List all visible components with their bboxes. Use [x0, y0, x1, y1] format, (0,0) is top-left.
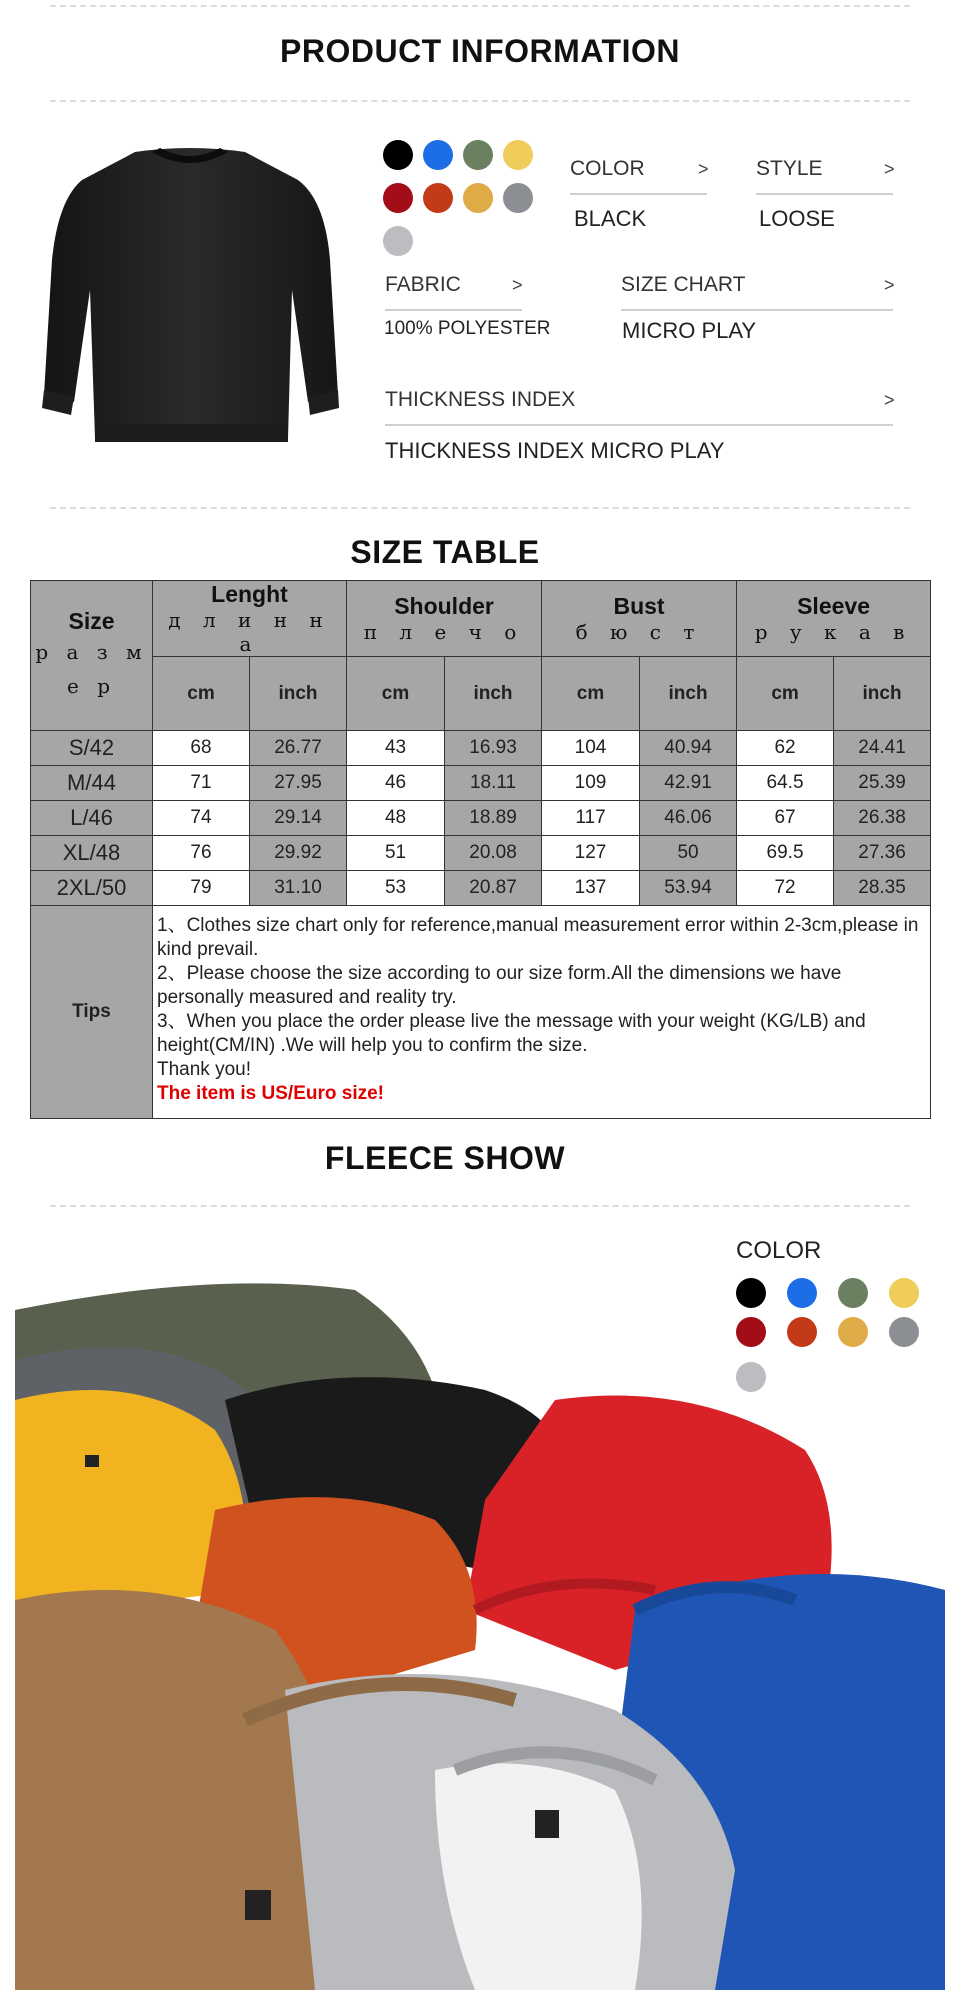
- measurement-cell: 64.5: [737, 766, 834, 801]
- measurement-cell: 20.87: [445, 871, 542, 906]
- measurement-cell: 46.06: [640, 801, 737, 836]
- color-value: BLACK: [574, 206, 647, 231]
- table-row: [31, 836, 931, 871]
- measurement-cell: 72: [737, 871, 834, 906]
- style-value: LOOSE: [759, 206, 835, 231]
- thickness-value: THICKNESS INDEX MICRO PLAY: [385, 438, 725, 463]
- chevron-right-icon: >: [884, 275, 895, 295]
- measurement-cell: 71: [153, 766, 250, 801]
- measurement-cell: 27.95: [250, 766, 347, 801]
- unit-cm: cm: [153, 657, 250, 731]
- fabric-value: 100% POLYESTER: [384, 318, 551, 339]
- color-swatch-green[interactable]: [838, 1278, 868, 1308]
- table-row: [31, 801, 931, 836]
- color-swatch-dark-gray[interactable]: [889, 1317, 919, 1347]
- divider: [50, 100, 910, 102]
- size-header-cell: [31, 581, 153, 731]
- measurement-cell: 46: [347, 766, 445, 801]
- black-sweatshirt-image: [40, 140, 340, 470]
- measurement-cell: 27.36: [834, 836, 931, 871]
- measurement-cell: 67: [737, 801, 834, 836]
- unit-inch: inch: [640, 657, 737, 731]
- measurement-cell: 26.77: [250, 731, 347, 766]
- table-row: [31, 871, 931, 906]
- measurement-cell: 62: [737, 731, 834, 766]
- fleece-colors-illustration: [15, 1250, 945, 1990]
- chevron-right-icon: >: [698, 159, 709, 179]
- measurement-cell: 53: [347, 871, 445, 906]
- measurement-cell: 43: [347, 731, 445, 766]
- color-swatch-red[interactable]: [736, 1317, 766, 1347]
- size-table: [30, 580, 930, 1119]
- tip-line: 3、When you place the order please live the message with your weight (KG/LB) and height(CM/IN) .We will help you to confirm the size.: [157, 1011, 866, 1056]
- unit-cm: cm: [737, 657, 834, 731]
- measurement-cell: 68: [153, 731, 250, 766]
- bust-header: Bust б ю с т: [542, 581, 737, 657]
- measurement-cell: 42.91: [640, 766, 737, 801]
- measurement-cell: 20.08: [445, 836, 542, 871]
- measurement-cell: 51: [347, 836, 445, 871]
- measurement-cell: 28.35: [834, 871, 931, 906]
- tip-line: Thank you!: [157, 1059, 251, 1080]
- measurement-cell: 29.92: [250, 836, 347, 871]
- measurement-cell: 137: [542, 871, 640, 906]
- measurement-cell: 31.10: [250, 871, 347, 906]
- color-swatch-orange[interactable]: [787, 1317, 817, 1347]
- size-table-title: SIZE TABLE: [350, 534, 540, 570]
- unit-inch: inch: [250, 657, 347, 731]
- tip-line: 1、Clothes size chart only for reference,manual measurement error within 2-3cm,please in kind prevail.: [157, 915, 919, 960]
- color-swatch-blue[interactable]: [787, 1278, 817, 1308]
- measurement-cell: 104: [542, 731, 640, 766]
- measurement-cell: 18.89: [445, 801, 542, 836]
- measurement-cell: 29.14: [250, 801, 347, 836]
- color-swatch-green[interactable]: [463, 140, 493, 170]
- fleece-show-title: FLEECE SHOW: [324, 1140, 566, 1176]
- measurement-cell: 18.11: [445, 766, 542, 801]
- size-chart-value: MICRO PLAY: [622, 318, 757, 343]
- tips-label: Tips: [31, 906, 153, 1119]
- style-label: STYLE: [756, 157, 823, 180]
- size-cell: M/44: [31, 766, 153, 801]
- chevron-right-icon: >: [884, 159, 895, 179]
- color-swatch-red[interactable]: [383, 183, 413, 213]
- measurement-cell: 50: [640, 836, 737, 871]
- underline: [570, 193, 707, 195]
- color-swatch-yellow[interactable]: [889, 1278, 919, 1308]
- tips-cell: [153, 906, 931, 1119]
- size-header-ru: р а з м е р: [35, 640, 148, 698]
- color-swatch-orange[interactable]: [423, 183, 453, 213]
- measurement-cell: 76: [153, 836, 250, 871]
- measurement-cell: 74: [153, 801, 250, 836]
- color-swatch-blue[interactable]: [423, 140, 453, 170]
- underline: [756, 193, 893, 195]
- color-swatch-dark-gray[interactable]: [503, 183, 533, 213]
- underline: [385, 309, 522, 311]
- size-chart-label: SIZE CHART: [621, 273, 746, 296]
- divider: [50, 1205, 910, 1207]
- color-swatch-light-gray[interactable]: [736, 1362, 766, 1392]
- fleece-sweatshirts-photo: [15, 1250, 945, 1990]
- size-cell: 2XL/50: [31, 871, 153, 906]
- measurement-cell: 48: [347, 801, 445, 836]
- color-label: COLOR: [570, 157, 645, 180]
- color-swatch-black[interactable]: [383, 140, 413, 170]
- product-information-title: PRODUCT INFORMATION: [280, 33, 680, 69]
- unit-inch: inch: [834, 657, 931, 731]
- size-cell: L/46: [31, 801, 153, 836]
- measurement-cell: 79: [153, 871, 250, 906]
- unit-cm: cm: [347, 657, 445, 731]
- measurement-cell: 25.39: [834, 766, 931, 801]
- color-swatch-khaki[interactable]: [463, 183, 493, 213]
- divider: [50, 507, 910, 509]
- fabric-label: FABRIC: [385, 273, 461, 296]
- underline: [385, 424, 893, 426]
- measurement-cell: 40.94: [640, 731, 737, 766]
- measurement-cell: 53.94: [640, 871, 737, 906]
- size-cell: S/42: [31, 731, 153, 766]
- color-swatch-khaki[interactable]: [838, 1317, 868, 1347]
- tip-size-notice: The item is US/Euro size!: [157, 1083, 384, 1104]
- chevron-right-icon: >: [884, 390, 895, 410]
- table-row: [31, 731, 931, 766]
- measurement-cell: 127: [542, 836, 640, 871]
- thickness-label: THICKNESS INDEX: [385, 388, 576, 411]
- unit-inch: inch: [445, 657, 542, 731]
- measurement-cell: 24.41: [834, 731, 931, 766]
- table-row: [31, 766, 931, 801]
- tip-line: 2、Please choose the size according to our size form.All the dimensions we have personally measured and reality try.: [157, 963, 842, 1008]
- measurement-cell: 109: [542, 766, 640, 801]
- length-header: Lenght д л и н н а: [153, 581, 347, 657]
- fleece-color-label: COLOR: [736, 1237, 822, 1264]
- color-swatch-black[interactable]: [736, 1278, 766, 1308]
- unit-cm: cm: [542, 657, 640, 731]
- chevron-right-icon: >: [512, 275, 523, 295]
- underline: [621, 309, 893, 311]
- sleeve-header: Sleeve р у к а в: [737, 581, 931, 657]
- size-cell: XL/48: [31, 836, 153, 871]
- size-header-en: Size: [68, 608, 115, 634]
- measurement-cell: 69.5: [737, 836, 834, 871]
- color-swatch-light-gray[interactable]: [383, 226, 413, 256]
- shoulder-header: Shoulder п л е ч о: [347, 581, 542, 657]
- measurement-cell: 16.93: [445, 731, 542, 766]
- measurement-cell: 117: [542, 801, 640, 836]
- divider: [50, 5, 910, 7]
- color-swatch-yellow[interactable]: [503, 140, 533, 170]
- measurement-cell: 26.38: [834, 801, 931, 836]
